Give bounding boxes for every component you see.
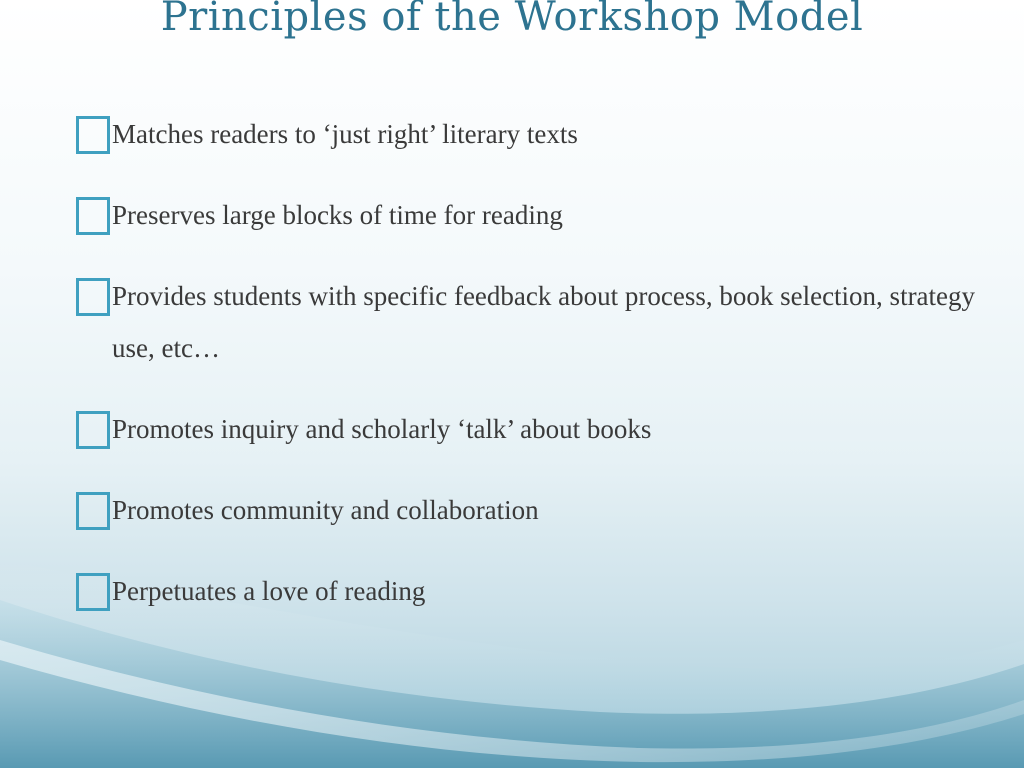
square-placeholder-glyph-icon — [76, 411, 110, 449]
list-item — [76, 484, 976, 536]
bullet-list — [76, 108, 976, 646]
list-item — [76, 189, 976, 241]
list-item — [76, 108, 976, 160]
page-title: Principles of the Workshop Model — [160, 0, 864, 40]
bullet-text: Preserves large blocks of time for reading — [112, 200, 563, 230]
bullet-text: Promotes community and collaboration — [112, 495, 539, 525]
square-placeholder-glyph-icon — [76, 278, 110, 316]
square-placeholder-glyph-icon — [76, 116, 110, 154]
bullet-text: Promotes inquiry and scholarly ‘talk’ about books — [112, 414, 652, 444]
bullet-text: Matches readers to ‘just right’ literary texts — [112, 119, 578, 149]
bullet-text: Provides students with specific feedback about process, book selection, strategy use, etc… — [112, 281, 976, 363]
square-placeholder-glyph-icon — [76, 492, 110, 530]
square-placeholder-glyph-icon — [76, 197, 110, 235]
bullet-text: Perpetuates a love of reading — [112, 576, 426, 606]
square-placeholder-glyph-icon — [76, 573, 110, 611]
list-item — [76, 565, 976, 617]
list-item — [76, 403, 976, 455]
list-item — [76, 270, 976, 374]
